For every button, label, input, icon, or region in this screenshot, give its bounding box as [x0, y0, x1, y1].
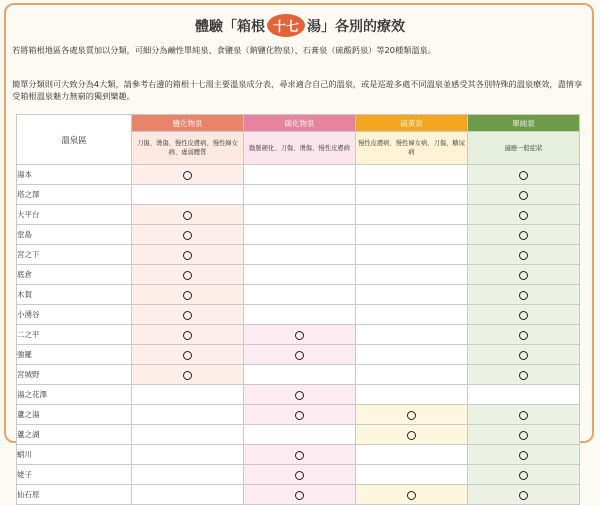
- body-paragraph: 簡單分類則可大致分為4大類，請參考右邊的箱根十七湯主要溫泉成分表，尋求適合自己的溫泉，或是巡遊多處不同溫泉並感受其各別特殊的溫泉療效，盡情享受箱根溫泉魅力無窮的獨到樂趣。: [12, 79, 583, 101]
- mark-cell: [132, 465, 244, 485]
- mark-cell: [468, 205, 580, 225]
- table-row: [17, 165, 580, 185]
- table-row: [17, 345, 580, 365]
- onsen-area-name: 宮城野: [17, 365, 132, 385]
- mark-cell: [468, 225, 580, 245]
- mark-cell: [356, 205, 468, 225]
- mark-cell: [132, 445, 244, 465]
- mark-cell: [356, 405, 468, 425]
- circle-mark-icon: [519, 471, 528, 480]
- circle-mark-icon: [295, 471, 304, 480]
- table-row: [17, 485, 580, 505]
- mark-cell: [356, 165, 468, 185]
- table-row: [17, 405, 580, 425]
- mark-cell: [468, 165, 580, 185]
- mark-cell: [356, 445, 468, 465]
- mark-cell: [468, 285, 580, 305]
- mark-cell: [468, 425, 580, 445]
- effect-sulfur: 慢性皮膚病、慢性婦女病、刀傷、糖尿病: [356, 132, 468, 165]
- circle-mark-icon: [183, 231, 192, 240]
- effect-simple: 適應一般症狀: [468, 132, 580, 165]
- mark-cell: [356, 285, 468, 305]
- circle-mark-icon: [519, 351, 528, 360]
- mark-cell: [244, 205, 356, 225]
- mark-cell: [468, 485, 580, 505]
- mark-cell: [356, 185, 468, 205]
- circle-mark-icon: [519, 411, 528, 420]
- circle-mark-icon: [519, 491, 528, 500]
- circle-mark-icon: [295, 351, 304, 360]
- circle-mark-icon: [295, 391, 304, 400]
- onsen-area-name: 湯本: [17, 165, 132, 185]
- mark-cell: [356, 305, 468, 325]
- circle-mark-icon: [183, 251, 192, 260]
- mark-cell: [132, 385, 244, 405]
- mark-cell: [356, 345, 468, 365]
- mark-cell: [244, 265, 356, 285]
- circle-mark-icon: [183, 331, 192, 340]
- mark-cell: [244, 185, 356, 205]
- mark-cell: [244, 245, 356, 265]
- area-header: 溫泉區: [17, 115, 132, 165]
- table-row: [17, 265, 580, 285]
- onsen-area-name: 大平台: [17, 205, 132, 225]
- circle-mark-icon: [295, 451, 304, 460]
- circle-mark-icon: [519, 431, 528, 440]
- mark-cell: [132, 405, 244, 425]
- mark-cell: [244, 485, 356, 505]
- circle-mark-icon: [519, 371, 528, 380]
- mark-cell: [356, 225, 468, 245]
- onsen-area-name: 仙石原: [17, 485, 132, 505]
- mark-cell: [356, 385, 468, 405]
- mark-cell: [468, 445, 580, 465]
- mark-cell: [132, 225, 244, 245]
- onsen-area-name: 蘆之湖: [17, 425, 132, 445]
- mark-cell: [132, 285, 244, 305]
- effect-chloride: 刀傷、燙傷、慢性皮膚病、慢性婦女病、虛弱體質: [132, 132, 244, 165]
- mark-cell: [468, 325, 580, 345]
- table-row: [17, 245, 580, 265]
- circle-mark-icon: [183, 171, 192, 180]
- onsen-area-name: 小湧谷: [17, 305, 132, 325]
- circle-mark-icon: [519, 251, 528, 260]
- mark-cell: [132, 485, 244, 505]
- circle-mark-icon: [519, 231, 528, 240]
- circle-mark-icon: [519, 171, 528, 180]
- mark-cell: [356, 245, 468, 265]
- onsen-area-name: 底倉: [17, 265, 132, 285]
- mark-cell: [244, 385, 356, 405]
- mark-cell: [244, 425, 356, 445]
- table-row: [17, 385, 580, 405]
- onsen-area-name: 宮之下: [17, 245, 132, 265]
- effect-carbonate: 動脈硬化、刀傷、燙傷、慢性皮膚病: [244, 132, 356, 165]
- circle-mark-icon: [407, 411, 416, 420]
- mark-cell: [356, 425, 468, 445]
- mark-cell: [244, 465, 356, 485]
- mark-cell: [356, 465, 468, 485]
- mark-cell: [244, 285, 356, 305]
- circle-mark-icon: [183, 291, 192, 300]
- mark-cell: [132, 205, 244, 225]
- onsen-area-name: 強羅: [17, 345, 132, 365]
- table-row: [17, 285, 580, 305]
- mark-cell: [468, 385, 580, 405]
- mark-cell: [132, 165, 244, 185]
- circle-mark-icon: [407, 431, 416, 440]
- mark-cell: [244, 345, 356, 365]
- intro-paragraph: 若將箱根地區各處泉質加以分類，可細分為鹼性單純泉、食鹽泉（鈉鹽化物泉）、石膏泉（硫酸鈣泉）等20種類溫泉。: [12, 45, 436, 55]
- table-row: [17, 445, 580, 465]
- mark-cell: [132, 345, 244, 365]
- mark-cell: [132, 245, 244, 265]
- page-title: [0, 14, 600, 37]
- category-header-carbonate: 碳化物泉: [244, 115, 356, 132]
- mark-cell: [468, 305, 580, 325]
- onsen-area-name: 堂島: [17, 225, 132, 245]
- circle-mark-icon: [519, 291, 528, 300]
- table-row: [17, 425, 580, 445]
- mark-cell: [244, 365, 356, 385]
- onsen-area-name: 木賀: [17, 285, 132, 305]
- circle-mark-icon: [183, 311, 192, 320]
- circle-mark-icon: [183, 351, 192, 360]
- mark-cell: [356, 485, 468, 505]
- onsen-area-name: 二之平: [17, 325, 132, 345]
- category-header-simple: 單純泉: [468, 115, 580, 132]
- mark-cell: [468, 185, 580, 205]
- mark-cell: [244, 165, 356, 185]
- mark-cell: [132, 265, 244, 285]
- circle-mark-icon: [519, 311, 528, 320]
- circle-mark-icon: [295, 411, 304, 420]
- mark-cell: [356, 365, 468, 385]
- category-header-chloride: 鹽化物泉: [132, 115, 244, 132]
- mark-cell: [132, 185, 244, 205]
- category-header-sulfur: 硫黃泉: [356, 115, 468, 132]
- table-row: [17, 225, 580, 245]
- mark-cell: [244, 305, 356, 325]
- title-after: 湯」各別的療效: [307, 19, 405, 35]
- onsen-area-name: 蘆之湯: [17, 405, 132, 425]
- mark-cell: [468, 405, 580, 425]
- mark-cell: [356, 265, 468, 285]
- table-row: [17, 185, 580, 205]
- onsen-area-name: 湯之花澤: [17, 385, 132, 405]
- title-badge: 十七: [267, 14, 305, 37]
- circle-mark-icon: [183, 211, 192, 220]
- circle-mark-icon: [183, 371, 192, 380]
- circle-mark-icon: [407, 491, 416, 500]
- circle-mark-icon: [295, 491, 304, 500]
- mark-cell: [468, 365, 580, 385]
- mark-cell: [132, 305, 244, 325]
- table-row: [17, 365, 580, 385]
- mark-cell: [244, 445, 356, 465]
- circle-mark-icon: [519, 451, 528, 460]
- circle-mark-icon: [295, 331, 304, 340]
- mark-cell: [468, 245, 580, 265]
- title-before: 體驗「箱根: [194, 19, 265, 35]
- table-row: [17, 325, 580, 345]
- mark-cell: [244, 225, 356, 245]
- circle-mark-icon: [519, 331, 528, 340]
- mark-cell: [468, 465, 580, 485]
- mark-cell: [356, 325, 468, 345]
- mark-cell: [468, 265, 580, 285]
- onsen-area-name: 蛸川: [17, 445, 132, 465]
- mark-cell: [244, 325, 356, 345]
- circle-mark-icon: [519, 271, 528, 280]
- table-row: [17, 205, 580, 225]
- mark-cell: [132, 425, 244, 445]
- circle-mark-icon: [183, 271, 192, 280]
- mark-cell: [468, 345, 580, 365]
- onsen-area-name: 姥子: [17, 465, 132, 485]
- table-row: [17, 305, 580, 325]
- circle-mark-icon: [519, 211, 528, 220]
- onsen-area-name: 塔之澤: [17, 185, 132, 205]
- table-row: [17, 465, 580, 485]
- onsen-table: [16, 114, 580, 505]
- mark-cell: [132, 325, 244, 345]
- mark-cell: [132, 365, 244, 385]
- mark-cell: [244, 405, 356, 425]
- circle-mark-icon: [519, 191, 528, 200]
